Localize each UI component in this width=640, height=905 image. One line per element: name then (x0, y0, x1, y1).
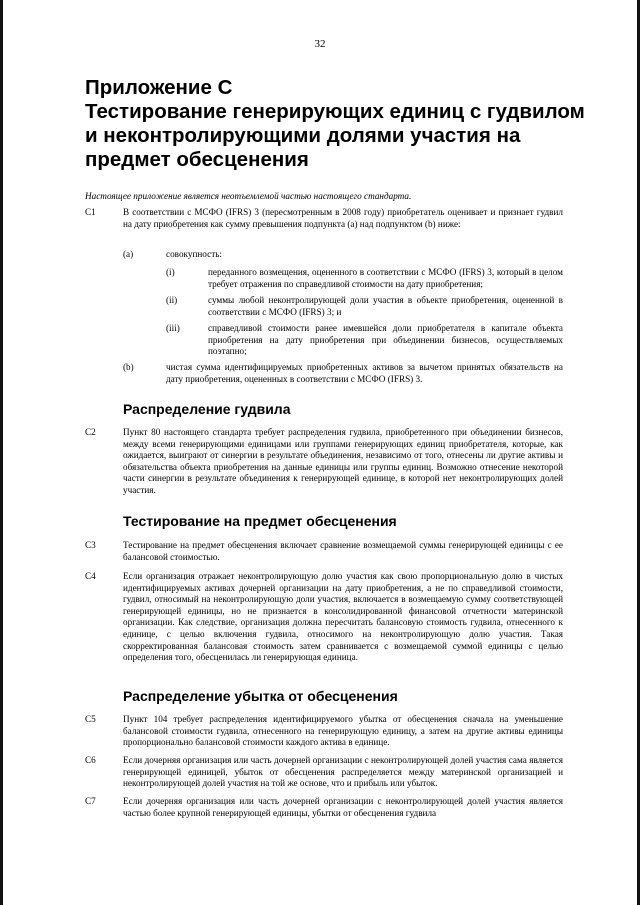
subitem-i (166, 267, 563, 290)
paragraph-text: Если дочерняя организация или часть дочерней организации с неконтролирующей долей участия является частью более крупной генерирующей единицы, убытки от обесценения гудвила (123, 796, 563, 818)
paragraph-text: Пункт 104 требует распределения идентифицируемого убытка от обесценения сначала на уменьшение балансовой стоимости гудвила, отнесенного на генерирующую единицу, а затем на другие активы единицы пропорционально балансовой стоимости каждого актива в единице. (123, 714, 563, 748)
paragraph-number: C7 (85, 796, 96, 806)
page-number: 32 (314, 38, 326, 50)
subitem-text: справедливой стоимости ранее имевшейся доли приобретателя в капитале объекта приобретения на дату приобретения при объединении бизнесов, осуществляемых поэтапно; (208, 323, 563, 357)
title-line-1: Приложение С (85, 76, 233, 99)
paragraph-c4 (85, 571, 563, 664)
subitem-text: суммы любой неконтролирующей доли участия в объекте приобретения, оцененной в соответствии с МСФО (IFRS) 3; и (208, 295, 563, 317)
subitem-label: (a) (123, 249, 134, 259)
section-heading-goodwill-allocation: Распределение гудвила (123, 401, 291, 417)
subitem-iii (166, 323, 563, 358)
subitem-a (123, 249, 563, 261)
paragraph-c3 (85, 540, 563, 563)
paragraph-c2 (85, 427, 563, 497)
subitem-ii (166, 295, 563, 318)
paragraph-c1 (85, 207, 563, 230)
paragraph-text: В соответствии с МСФО (IFRS) 3 (пересмотренным в 2008 году) приобретатель оценивает и признает гудвил на дату приобретения как сумму превышения подпункта (а) над подпунктом (b) ниже: (123, 207, 563, 229)
subitem-label: (b) (123, 362, 134, 372)
paragraph-number: C4 (85, 571, 96, 581)
intro-note: Настоящее приложение является неотъемлемой частью настоящего стандарта. (85, 191, 412, 201)
scan-edge-left (0, 0, 3, 905)
subitem-label: (iii) (166, 323, 180, 333)
subitem-text: совокупность: (166, 249, 222, 259)
paragraph-text: Тестирование на предмет обесценения включает сравнение возмещаемой суммы генерирующей единицы с ее балансовой стоимостью. (123, 540, 563, 562)
paragraph-number: C1 (85, 207, 96, 217)
subitem-label: (ii) (166, 295, 178, 305)
paragraph-c7 (85, 796, 563, 819)
paragraph-number: C2 (85, 427, 96, 437)
section-heading-impairment-loss-allocation: Распределение убытка от обесценения (123, 688, 398, 704)
subitem-text: переданного возмещения, оцененного в соответствии с МСФО (IFRS) 3, который в целом требует отражения по справедливой стоимости на дату приобретения; (208, 267, 563, 289)
paragraph-c6 (85, 755, 563, 790)
section-heading-impairment-testing: Тестирование на предмет обесценения (123, 513, 397, 529)
subitem-b (123, 362, 563, 385)
paragraph-text: Если дочерняя организация или часть дочерней организации с неконтролирующей долей участия сама является генерирующей единицей, убыток от обесценения распределяется между материнской организацией и неконтролирующей долей участия на той же основе, что и прибыль или убыток. (123, 755, 563, 789)
paragraph-number: C3 (85, 540, 96, 550)
paragraph-text: Пункт 80 настоящего стандарта требует распределения гудвила, приобретенного при объединении бизнесов, между всеми генерирующими единицами или группами генерирующих единиц приобретателя, которые, как ожидается, выиграют от синергии в результате объединения, независимо от того, отнесены ли другие активы и обязательства объекта приобретения на данные единицы или группы единиц. Возможно отнесение некоторой части синергии в результате объединения к генерирующей единице, в которой нет неконтролирующих долей участия. (123, 427, 563, 495)
appendix-title (85, 76, 585, 172)
paragraph-number: C5 (85, 714, 96, 724)
subitem-text: чистая сумма идентифицируемых приобретенных активов за вычетом принятых обязательств на дату приобретения, оцененных в соответствии с МСФО (IFRS) 3. (166, 362, 563, 384)
paragraph-text: Если организация отражает неконтролирующую долю участия как свою пропорциональную долю в чистых идентифицируемых активах дочерней организации на дату приобретения, а не по справедливой стоимости, гудвил, относимый на неконтролирующую доли участия, включается в возмещаемую сумму соответствующей генерирующей единицы, но не признается в консолидированной финансовой отчетности материнской организации. Как следствие, организация должна пересчитать балансовую стоимость гудвила, отнесенного к единице, с целью включения гудвила, относимого на неконтролирующую долю участия. Такая скорректированная балансовая стоимость затем сравнивается с возмещаемой суммой единицы с целью определения того, обесценилась ли генерирующая единица. (123, 571, 563, 663)
paragraph-number: C6 (85, 755, 96, 765)
title-line-2: Тестирование генерирующих единиц с гудвилом (85, 100, 585, 123)
subitem-label: (i) (166, 267, 175, 277)
paragraph-c5 (85, 714, 563, 749)
title-line-3: и неконтролирующими долями участия на (85, 124, 521, 147)
title-line-4: предмет обесценения (85, 148, 309, 171)
